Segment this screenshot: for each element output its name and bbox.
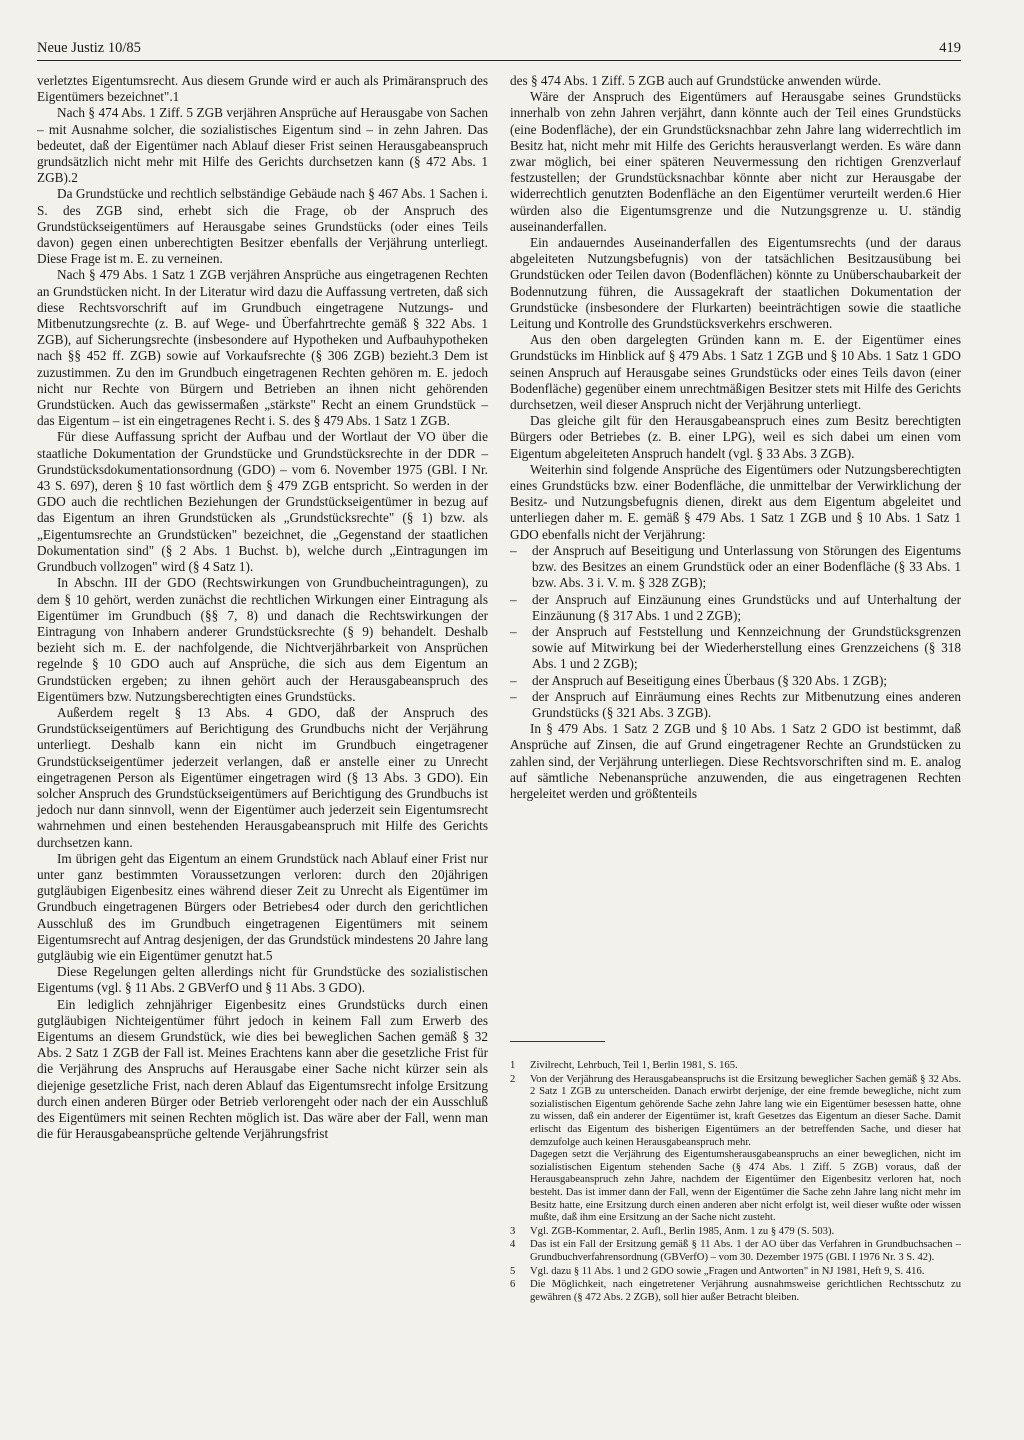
footnote-text <box>530 1266 961 1279</box>
paragraph: Diese Regelungen gelten allerdings nicht für Grundstücke des sozialistischen Eigentums (vgl. § 11 Abs. 2 GBVerfO und § 11 Abs. 3 GDO). <box>37 964 488 996</box>
footnote <box>510 1239 961 1264</box>
left-text-column <box>37 73 488 1428</box>
footnote <box>510 1226 961 1239</box>
footnote-paragraph: Dagegen setzt die Verjährung des Eigentumsherausgabeanspruchs an einer beweglichen, nicht im sozialistischen Eigentum stehenden Sache (§ 474 Abs. 1 Ziff. 5 ZGB) voraus, daß der Herausgabeanspruch zehn Jahre, nachdem der Eigentümer den Eigenbesitz verloren hat, noch besteht. Das ist immer dann der Fall, wenn der Eigentümer die Sache zehn Jahre lang nicht mehr im Besitz hatte, eine Ersitzung durch einen anderen aber nicht erfolgt ist, weil dieser wußte oder wissen mußte, daß ihm eine Ersitzung an der Sache nicht zusteht. <box>530 1149 961 1224</box>
footnote-divider <box>510 1041 605 1042</box>
footnote-paragraph: Vgl. dazu § 11 Abs. 1 und 2 GDO sowie „Fragen und Antworten" in NJ 1981, Heft 9, S. 416. <box>530 1265 925 1277</box>
footnote-paragraph: Vgl. ZGB-Kommentar, 2. Aufl., Berlin 1985, Anm. 1 zu § 479 (S. 503). <box>530 1225 835 1237</box>
footnote-number: 4 <box>510 1239 516 1251</box>
footnote-number: 6 <box>510 1279 516 1291</box>
footnote <box>510 1266 961 1279</box>
footnotes-section <box>510 1060 961 1305</box>
footnote-text <box>530 1226 961 1239</box>
footnote-number: 3 <box>510 1225 516 1237</box>
paragraph: In Abschn. III der GDO (Rechtswirkungen von Grundbucheintragungen), zu dem § 10 gehört, werden zunächst die rechtlichen Wirkungen einer Eintragung als Eigentümer im Grundbuch (§§ 7, 8) und danach die Rechtswirkungen der Eintragung von Inhabern anderer Grundstücksrechte (§ 9) behandelt. Deshalb bezieht sich m. E. der nachfolgende, die Nichtverjährbarkeit von Ansprüchen regelnde § 10 GDO auch auf Ansprüche, die sich aus dem Eigentum an Grundstücken ergeben; zu ihnen gehört auch der Herausgabeanspruch des Eigentümers bzw. Nutzungsberechtigten eines Grundstücks. <box>37 575 488 704</box>
paragraph: Wäre der Anspruch des Eigentümers auf Herausgabe seines Grundstücks innerhalb von zehn Jahren verjährt, dann könnte auch der Teil eines Grundstücks (eine Bodenfläche), der ein Grundstücksnachbar zehn Jahre lang widerrechtlich im Besitz hat, nicht mehr mit Hilfe des Gerichts herausverlangt werden. Es wäre dann zwar möglich, bei einer späteren Neuvermessung den richtigen Grenzverlauf festzustellen; der Grundstücksnachbar könnte aber nicht zur Herausgabe der widerrechtlich genutzten Bodenfläche an den Eigentümer verurteilt werden.6 Hier würden also die Eigentumsgrenze und die Nutzungsgrenze u. U. ständig auseinanderfallen. <box>510 89 961 234</box>
journal-title: Neue Justiz 10/85 <box>37 40 141 56</box>
page-number: 419 <box>939 40 961 56</box>
right-column-closing <box>510 721 961 802</box>
page-header <box>37 40 961 61</box>
right-column-paragraphs <box>510 73 961 543</box>
list-item: – der Anspruch auf Einräumung eines Rechts zur Mitbenutzung eines anderen Grundstücks (§ 321 Abs. 3 ZGB). <box>510 689 961 721</box>
right-text-column <box>510 73 961 801</box>
claims-list <box>510 543 961 721</box>
list-item: – der Anspruch auf Einzäunung eines Grundstücks und auf Unterhaltung der Einzäunung (§ 317 Abs. 1 und 2 ZGB); <box>510 592 961 624</box>
footnote-text <box>530 1239 961 1264</box>
footnote-paragraph: Von der Verjährung des Herausgabeanspruchs ist die Ersitzung beweglicher Sachen gemäß § 32 Abs. 2 Satz 1 ZGB zu unterscheiden. Danach erwirbt derjenige, der eine fremde bewegliche, nicht zum sozialistischen Eigentum gehörende Sache zehn Jahre lang wie ein Eigentümer besessen hatte, ohne zu wissen, daß ein anderer der Eigentümer ist, kraft Gesetzes das Eigentum an dieser Sache. Damit erlischt das Eigentum des bisherigen Eigentümers an der betreffenden Sache, und dieser hat demzufolge auch keinen Herausgabeanspruch mehr. <box>530 1073 961 1148</box>
footnote <box>510 1074 961 1225</box>
paragraph: Aus den oben dargelegten Gründen kann m. E. der Eigentümer eines Grundstücks im Hinblick auf § 479 Abs. 1 Satz 1 ZGB und § 10 Abs. 1 Satz 1 GDO seinen Anspruch auf Herausgabe seines Grundstücks oder eines Teils davon (einer Bodenfläche) gegenüber einem unrechtmäßigen Besitzer stets mit Hilfe des Gerichts durchsetzen, weil dieser Anspruch nicht der Verjährung unterliegt. <box>510 332 961 413</box>
list-item: – der Anspruch auf Beseitigung und Unterlassung von Störungen des Eigentums bzw. des Besitzes an einem Grundstück oder an einer Bodenfläche (§ 33 Abs. 1 bzw. Abs. 3 i. V. m. § 328 ZGB); <box>510 543 961 592</box>
footnote-text <box>530 1279 961 1304</box>
paragraph: In § 479 Abs. 1 Satz 2 ZGB und § 10 Abs. 1 Satz 2 GDO ist bestimmt, daß Ansprüche auf Zinsen, die auf Grund eingetragener Rechte an Grundstücken zu zahlen sind, der Verjährung unterliegen. Diese Rechtsvorschriften sind m. E. analog auf sämtliche Nebenansprüche anzuwenden, die aus eingetragenen Rechten hergeleitet werden und größtenteils <box>510 721 961 801</box>
footnote <box>510 1060 961 1073</box>
footnote <box>510 1279 961 1304</box>
footnote-text <box>530 1074 961 1225</box>
footnote-paragraph: Das ist ein Fall der Ersitzung gemäß § 11 Abs. 1 der AO über das Verfahren in Grundbuchsachen – Grundbuchverfahrensordnung (GBVerfO) – vom 30. Dezember 1975 (GBl. I 1976 Nr. 3 S. 42). <box>530 1239 961 1263</box>
footnote-text <box>530 1060 961 1073</box>
paragraph: Außerdem regelt § 13 Abs. 4 GDO, daß der Anspruch des Grundstückseigentümers auf Berichtigung des Grundbuchs nicht der Verjährung unterliegt. Deshalb kann ein nicht im Grundbuch eingetragener Grundstückseigentümer jederzeit verlangen, daß er anstelle einer zu Unrecht eingetragenen Person als Eigentümer eingetragen wird (§ 13 Abs. 3 GDO). Ein solcher Anspruch des Grundstückseigentümers auf Berichtigung des Grundbuchs ist jedoch nur dann sinnvoll, wenn der Eigentümer auch jederzeit sein Eigentumsrecht wahrnehmen und einen bestehenden Herausgabeanspruch mit Hilfe des Gerichts durchsetzen kann. <box>37 704 488 850</box>
paragraph: Nach § 479 Abs. 1 Satz 1 ZGB verjähren Ansprüche aus eingetragenen Rechten an Grundstücken nicht. In der Literatur wird dazu die Auffassung vertreten, daß sich diese Rechtsvorschrift auf im Grundbuch eingetragene Nutzungs- und Mitbenutzungsrechte (z. B. auf Wege- und Überfahrtrechte gemäß § 322 Abs. 1 ZGB), auf Sicherungsrechte (insbesondere auf Hypotheken und Aufbauhypotheken nach §§ 452 ff. ZGB) sowie auf Vorkaufsrechte (§ 306 ZGB) bezieht.3 Dem ist zuzustimmen. Zu den im Grundbuch eingetragenen Rechten gehören m. E. jedoch nicht nur Rechte von Bürgern und Betrieben an ihnen nicht gehörenden Grundstücken. Auch das gewissermaßen „stärkste" Recht an einem Grundstück – das Eigentum – ist ein eingetragenes Recht i. S. des § 479 Abs. 1 Satz 1 ZGB. <box>37 267 488 429</box>
paragraph: Ein andauerndes Auseinanderfallen des Eigentumsrechts (und der daraus abgeleiteten Nutzungsbefugnis) von der tatsächlichen Besitzausübung bei Grundstücken oder Teilen davon (Bodenflächen) könnte zu Unüberschaubarkeit der Bodennutzung führen, die Aussagekraft der staatlichen Dokumentation der Grundstücke (insbesondere der Flurkarten) beeinträchtigen sowie die staatliche Leitung und Kontrolle des Grundstücksverkehrs erschweren. <box>510 235 961 332</box>
footnote-number: 5 <box>510 1265 516 1277</box>
paragraph: Weiterhin sind folgende Ansprüche des Eigentümers oder Nutzungsberechtigten eines Grundstücks bzw. einer Bodenfläche, die unmittelbar der Verwirklichung der Besitz- und Nutzungsbefugnis dienen, direkt aus dem Eigentum abgeleitet und unterliegen daher m. E. gemäß § 479 Abs. 1 Satz 1 ZGB und § 10 Abs. 1 Satz 1 GDO ebenfalls nicht der Verjährung: <box>510 461 961 542</box>
footnote-paragraph: Zivilrecht, Lehrbuch, Teil 1, Berlin 1981, S. 165. <box>530 1060 738 1071</box>
paragraph: des § 474 Abs. 1 Ziff. 5 ZGB auch auf Grundstücke anwenden würde. <box>510 73 882 88</box>
paragraph: Im übrigen geht das Eigentum an einem Grundstück nach Ablauf einer Frist nur unter ganz bestimmten Voraussetzungen verloren: durch den 20jährigen gutgläubigen Eigenbesitz eines während dieser Zeit zu Unrecht als Eigentümer im Grundbuch eingetragenen Bürgers oder Betriebes4 oder durch den gerichtlichen Ausschluß des im Grundbuch eingetragenen Eigentümers mit seinem Eigentumsrecht auf Antrag desjenigen, der das Grundstück mindestens 20 Jahre lang gutgläubig wie ein Eigentümer genutzt hat.5 <box>37 850 488 963</box>
paragraph: Da Grundstücke und rechtlich selbständige Gebäude nach § 467 Abs. 1 Sachen i. S. des ZGB sind, erhebt sich die Frage, ob der Anspruch des Grundstückseigentümers auf Herausgabe seines Grundstücks (oder eines Teils davon) gegen einen unberechtigten Besitzer ebenfalls der Verjährung unterliegt. Diese Frage ist m. E. zu verneinen. <box>37 186 488 267</box>
footnote-number: 2 <box>510 1073 516 1085</box>
footnote-number: 1 <box>510 1060 516 1071</box>
paragraph: Ein lediglich zehnjähriger Eigenbesitz eines Grundstücks durch einen gutgläubigen Nichteigentümer führt jedoch in keinem Fall zum Erwerb des Eigentums an diesem Grundstück, wie dies bei beweglichen Sachen gemäß § 32 Abs. 2 Satz 1 ZGB der Fall ist. Meines Erachtens kann aber die gesetzliche Frist für die Verjährung des Anspruchs auf Herausgabe einer Sache nicht kürzer sein als diejenige gesetzliche Frist, nach deren Ablauf das Eigentumsrecht infolge Ersitzung durch einen anderen Bürger oder Betrieb verlorengeht oder nach der ein Ausschluß des Eigentümers mit seinen Rechten möglich ist. Das wäre aber der Fall, wenn man die für Herausgabeansprüche geltende Verjährungsfrist <box>37 996 488 1142</box>
list-item: – der Anspruch auf Feststellung und Kennzeichnung der Grundstücksgrenzen sowie auf Mitwirkung bei der Wiederherstellung eines Grenzzeichens (§ 318 Abs. 1 und 2 ZGB); <box>510 624 961 673</box>
paragraph: Das gleiche gilt für den Herausgabeanspruch eines zum Besitz berechtigten Bürgers oder Betriebes (z. B. einer LPG), weil es sich dabei um einen vom Eigentum abgeleiteten Anspruch handelt (vgl. § 33 Abs. 3 ZGB). <box>510 413 961 461</box>
list-item: – der Anspruch auf Beseitigung eines Überbaus (§ 320 Abs. 1 ZGB); <box>510 673 961 689</box>
paragraph: verletztes Eigentumsrecht. Aus diesem Grunde wird er auch als Primäranspruch des Eigentümers bezeichnet".1 <box>37 73 488 105</box>
paragraph: Nach § 474 Abs. 1 Ziff. 5 ZGB verjähren Ansprüche auf Herausgabe von Sachen – mit Ausnahme solcher, die sozialistisches Eigentum sind – in zehn Jahren. Das bedeutet, daß der Eigentümer nach Ablauf dieser Frist seinen Herausgabeanspruch grundsätzlich nicht mehr mit Hilfe des Gerichts durchsetzen kann (§ 472 Abs. 1 ZGB).2 <box>37 105 488 186</box>
paragraph: Für diese Auffassung spricht der Aufbau und der Wortlaut der VO über die staatliche Dokumentation der Grundstücke und Grundstücksrechte in der DDR – Grundstücksdokumentationsordnung (GDO) – vom 6. November 1975 (GBl. I Nr. 43 S. 697), deren § 10 fast wörtlich dem § 479 ZGB entspricht. So werden in der GDO auch die rechtlichen Beziehungen der Grundstückseigentümer in bezug auf das Eigentum an ihren Grundstücken als „Grundstücksrechte" (§ 1) bzw. als „Eigentumsrechte an Grundstücken" bezeichnet, die „Gegenstand der staatlichen Dokumentation sind" (§ 2 Abs. 1 Buchst. b), welche durch „Eintragungen im Grundbuch vollzogen" wird (§ 4 Satz 1). <box>37 429 488 575</box>
footnote-paragraph: Die Möglichkeit, nach eingetretener Verjährung ausnahmsweise gerichtlichen Rechtsschutz zu gewähren (§ 472 Abs. 2 ZGB), soll hier außer Betracht bleiben. <box>530 1279 961 1303</box>
